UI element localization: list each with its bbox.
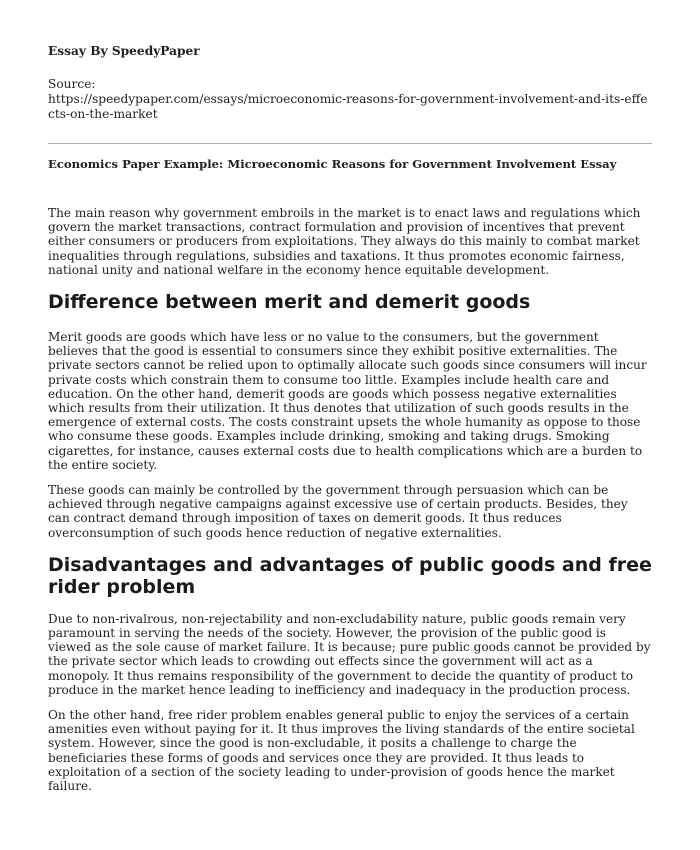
paper-title: Economics Paper Example: Microeconomic Reasons for Government Involvement Essay — [48, 157, 617, 171]
public-goods-paragraph-1: Due to non-rivalrous, non-rejectability and non-excludability nature, public goods remain very paramount in serving the needs of the society. However, the provision of the public good is viewed as the sole cause of market failure. It is because; pure public goods cannot be provided by the private sector which leads to crowding out effects since the government will act as a monopoly. It thus remains responsibility of the government to decide the quantity of product to produce in the market hence leading to inefficiency and inadequacy in the production process. — [48, 611, 651, 697]
source-label: Source: — [48, 77, 96, 91]
merit-demerit-paragraph-1: Merit goods are goods which have less or no value to the consumers, but the government believes that the good is essential to consumers since they exhibit positive externalities. The private sectors cannot be relied upon to optimally allocate such goods since consumers will incur private costs which constrain them to consume too little. Examples include health care and education. On the other hand, demerit goods are goods which possess negative externalities which results from their utilization. It thus denotes that utilization of such goods results in the emergence of external costs. The costs constraint upsets the whole humanity as oppose to those who consume these goods. Examples include drinking, smoking and taking drugs. Smoking cigarettes, for instance, causes external costs due to health complications which are a burden to the entire society. — [48, 330, 647, 472]
section-heading-public-goods: Disadvantages and advantages of public goods and free rider problem — [48, 553, 652, 598]
intro-paragraph: The main reason why government embroils in the market is to enact laws and regulations which govern the market transactions, contract formulation and provision of incentives that prevent either consumers or producers from exploitations. They always do this mainly to combat market inequalities through regulations, subsidies and taxations. It thus promotes economic fairness, national unity and national welfare in the economy hence equitable development. — [48, 206, 641, 277]
merit-demerit-paragraph-2: These goods can mainly be controlled by the government through persuasion which can be achieved through negative campaigns against excessive use of certain products. Besides, they can contract demand through imposition of taxes on demerit goods. It thus reduces overconsumption of such goods hence reduction of negative externalities. — [48, 483, 628, 540]
section-heading-merit-demerit: Difference between merit and demerit goods — [48, 291, 531, 314]
source-url[interactable]: https://speedypaper.com/essays/microeconomic-reasons-for-government-involvement-and-its-effects-on-the-market — [48, 92, 648, 121]
public-goods-paragraph-2: On the other hand, free rider problem enables general public to enjoy the services of a certain amenities even without paying for it. It thus improves the living standards of the entire societal system. However, since the good is non-excludable, it posits a challenge to charge the beneficiaries these forms of goods and services once they are provided. It thus leads to exploitation of a section of the society leading to under-provision of goods hence the market failure. — [48, 708, 635, 794]
essay-author-line: Essay By SpeedyPaper — [48, 44, 200, 58]
header-divider — [48, 143, 652, 144]
